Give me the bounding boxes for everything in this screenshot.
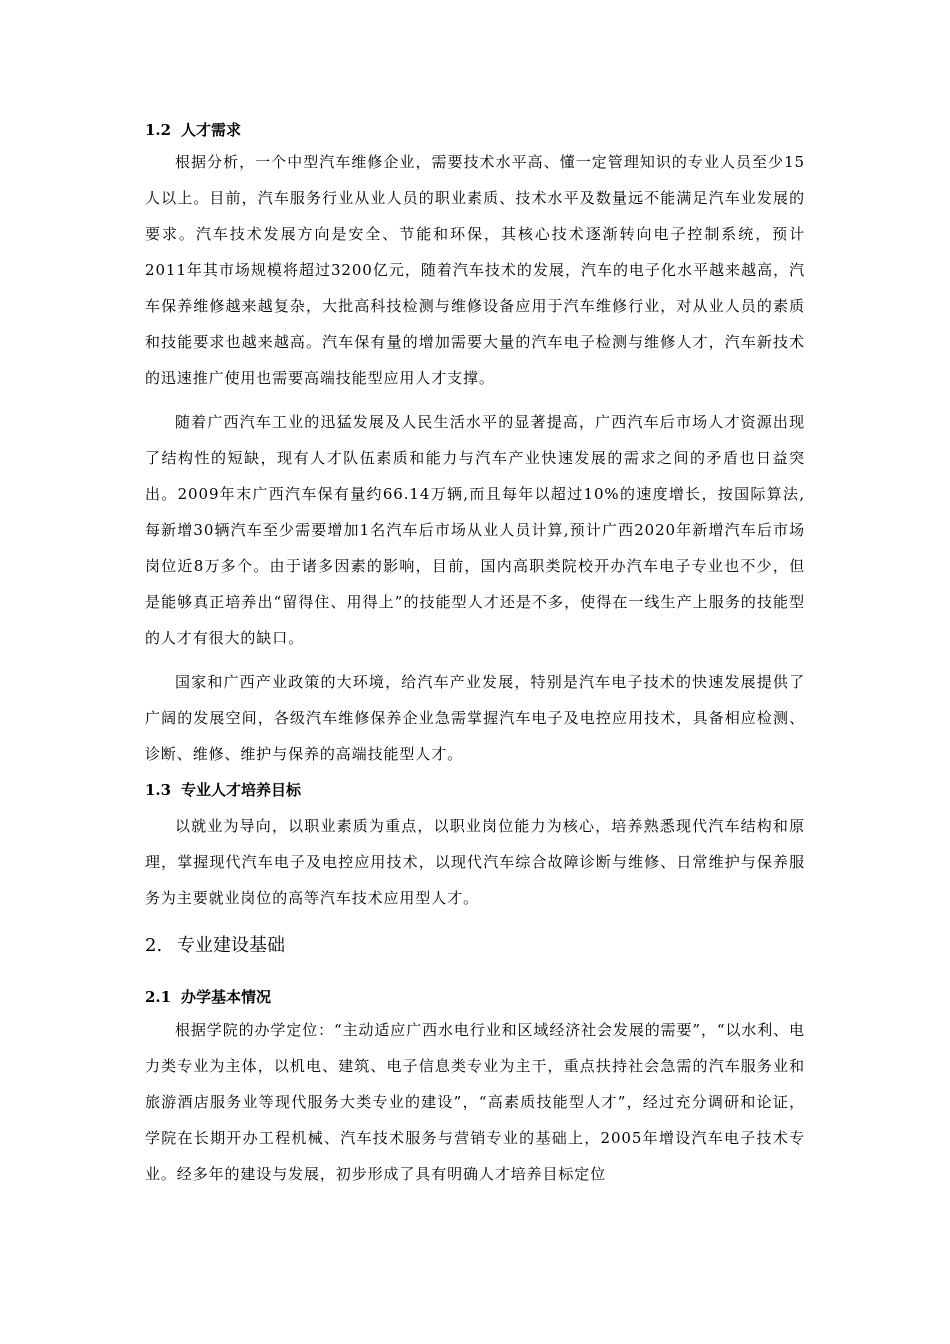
paragraph-training-goal: 以就业为导向，以职业素质为重点，以职业岗位能力为核心，培养熟悉现代汽车结构和原理，掌握现代汽车电子及电控应用技术，以现代汽车综合故障诊断与维修、日常维护与保养服务为主要就业岗位的高等汽车技术应用型人才。 (145, 817, 805, 907)
chapter-heading-2 (145, 934, 285, 958)
section-number: 1.2 (145, 121, 172, 139)
paragraph-talent-demand-3: 国家和广西产业政策的大环境，给汽车产业发展，特别是汽车电子技术的快速发展提供了广阔的发展空间，各级汽车维修保养企业急需掌握汽车电子及电控应用技术，具备相应检测、诊断、维修、维护与保养的高端技能型人才。 (145, 673, 805, 763)
paragraph-talent-demand-2: 随着广西汽车工业的迅猛发展及人民生活水平的显著提高，广西汽车后市场人才资源出现了结构性的短缺，现有人才队伍素质和能力与汽车产业快速发展的需求之间的矛盾也日益突出。2009年末广西汽车保有量约66.14万辆,而且每年以超过10%的速度增长，按国际算法,每新增30辆汽车至少需要增加1名汽车后市场从业人员计算,预计广西2020年新增汽车后市场岗位近8万多个。由于诸多因素的影响，目前，国内高职类院校开办汽车电子专业也不少，但是能够真正培养出“留得住、用得上”的技能型人才还是不多，使得在一线生产上服务的技能型的人才有很大的缺口。 (145, 413, 805, 647)
section-heading-2-1 (145, 987, 271, 1007)
chapter-number: 2. (145, 935, 163, 956)
section-heading-1-2 (145, 120, 241, 140)
section-number: 2.1 (145, 988, 172, 1006)
section-title: 人才需求 (181, 121, 242, 139)
chapter-title: 专业建设基础 (177, 935, 285, 956)
section-title: 专业人才培养目标 (181, 781, 302, 799)
section-heading-1-3 (145, 780, 301, 800)
paragraph-talent-demand-1: 根据分析，一个中型汽车维修企业，需要技术水平高、懂一定管理知识的专业人员至少15人以上。目前，汽车服务行业从业人员的职业素质、技术水平及数量远不能满足汽车业发展的要求。汽车技术发展方向是安全、节能和环保，其核心技术逐渐转向电子控制系统，预计2011年其市场规模将超过3200亿元，随着汽车技术的发展，汽车的电子化水平越来越高，汽车保养维修越来越复杂，大批高科技检测与维修设备应用于汽车维修行业，对从业人员的素质和技能要求也越来越高。汽车保有量的增加需要大量的汽车电子检测与维修人才，汽车新技术的迅速推广使用也需要高端技能型应用人才支撑。 (145, 153, 805, 387)
paragraph-school-basics: 根据学院的办学定位：“主动适应广西水电行业和区域经济社会发展的需要”，“以水利、电力类专业为主体，以机电、建筑、电子信息类专业为主干，重点扶持社会急需的汽车服务业和旅游酒店服务业等现代服务大类专业的建设”，“高素质技能型人才”，经过充分调研和论证，学院在长期开办工程机械、汽车技术服务与营销专业的基础上，2005年增设汽车电子技术专业。经多年的建设与发展，初步形成了具有明确人才培养目标定位 (145, 1021, 805, 1183)
section-title: 办学基本情况 (181, 988, 272, 1006)
section-number: 1.3 (145, 781, 172, 799)
